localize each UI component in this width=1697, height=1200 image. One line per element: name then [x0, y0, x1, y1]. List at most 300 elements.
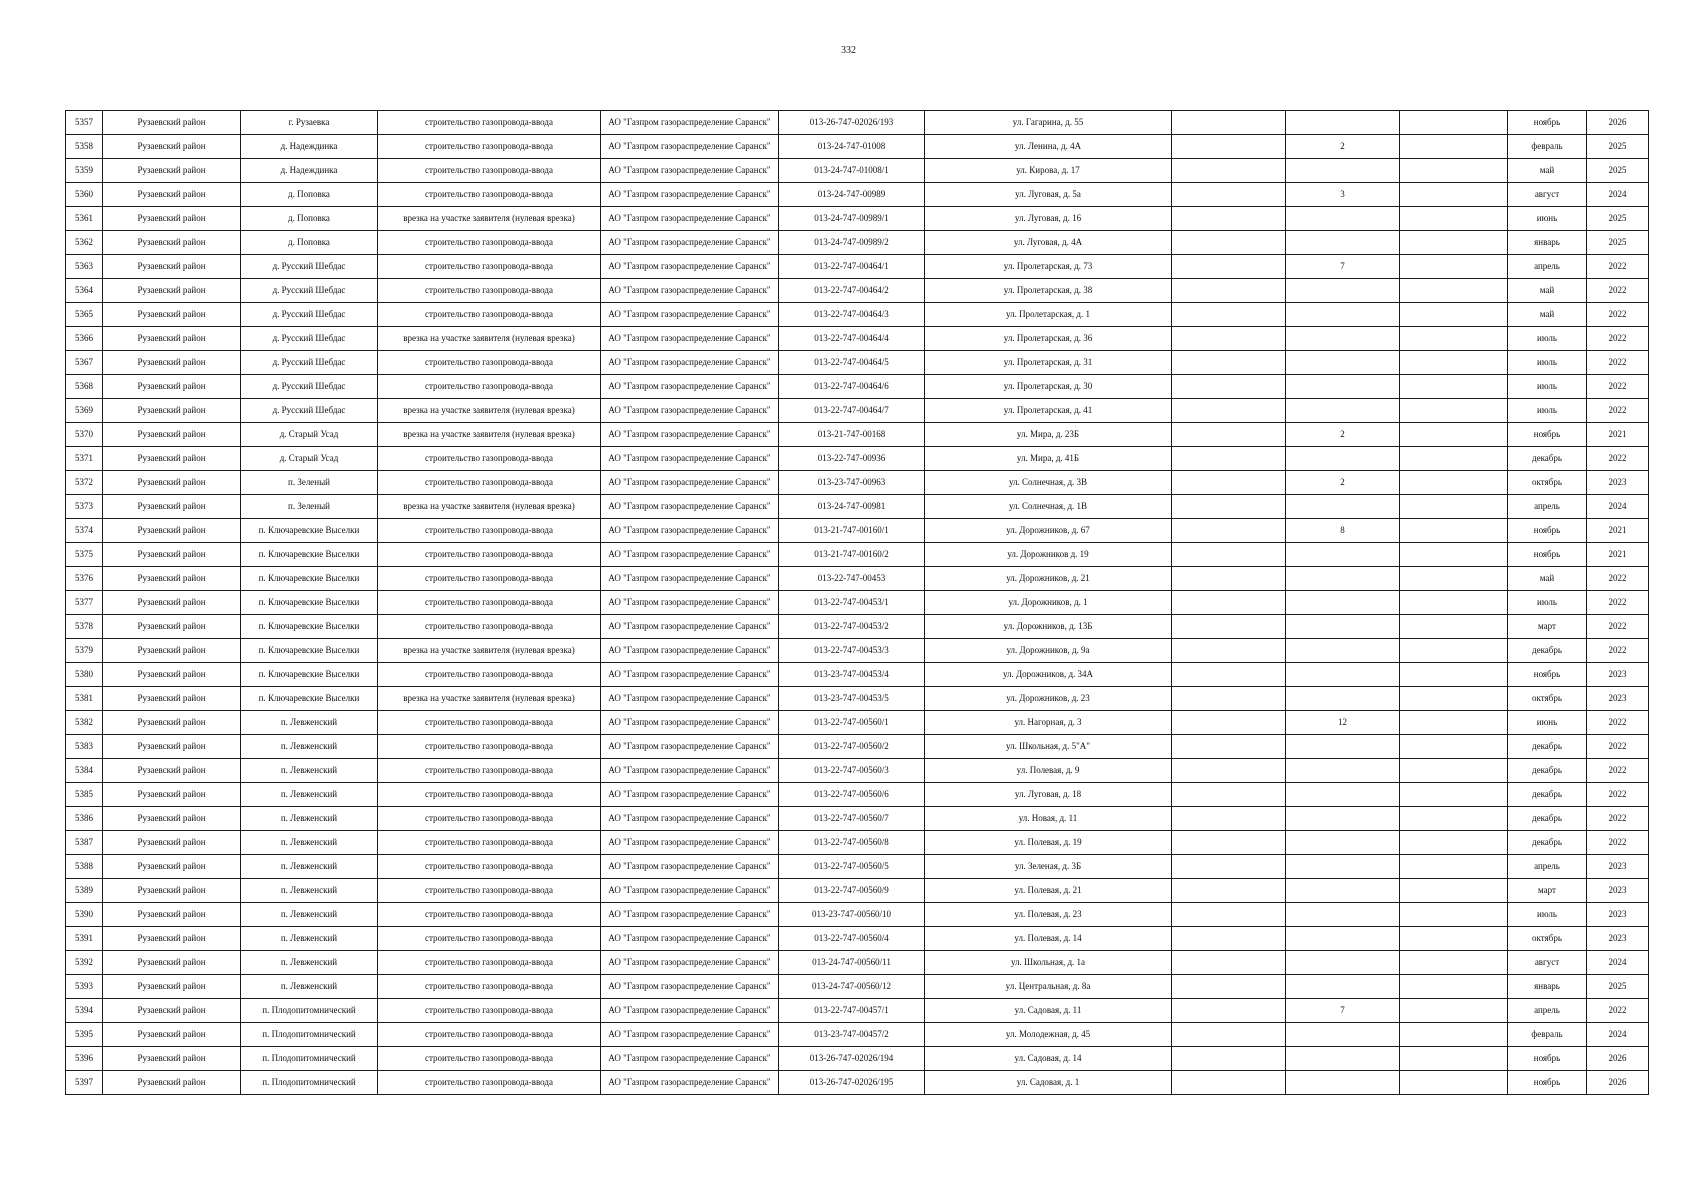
address-cell: ул. Зеленая, д. 3Б [925, 855, 1172, 879]
work-type-cell: строительство газопровода-ввода [378, 351, 601, 375]
month-cell: март [1508, 879, 1587, 903]
organization-cell: АО "Газпром газораспределение Саранск" [601, 807, 779, 831]
count-cell [1286, 399, 1400, 423]
empty-cell [1172, 375, 1286, 399]
work-type-cell: строительство газопровода-ввода [378, 999, 601, 1023]
address-cell: ул. Полевая, д. 23 [925, 903, 1172, 927]
table-row [66, 855, 1649, 879]
month-cell: июнь [1508, 207, 1587, 231]
settlement-cell: п. Левженский [241, 735, 378, 759]
address-cell: ул. Пролетарская, д. 31 [925, 351, 1172, 375]
empty-cell [1400, 471, 1508, 495]
count-cell [1286, 447, 1400, 471]
year-cell: 2022 [1587, 327, 1649, 351]
month-cell: декабрь [1508, 759, 1587, 783]
organization-cell: АО "Газпром газораспределение Саранск" [601, 207, 779, 231]
district-cell: Рузаевский район [103, 615, 241, 639]
year-cell: 2022 [1587, 711, 1649, 735]
organization-cell: АО "Газпром газораспределение Саранск" [601, 1023, 779, 1047]
table-row [66, 927, 1649, 951]
year-cell: 2021 [1587, 423, 1649, 447]
organization-cell: АО "Газпром газораспределение Саранск" [601, 759, 779, 783]
month-cell: октябрь [1508, 927, 1587, 951]
address-cell: ул. Пролетарская, д. 38 [925, 279, 1172, 303]
district-cell: Рузаевский район [103, 639, 241, 663]
settlement-cell: п. Плодопитомнический [241, 1023, 378, 1047]
work-type-cell: строительство газопровода-ввода [378, 471, 601, 495]
table-row [66, 783, 1649, 807]
month-cell: декабрь [1508, 831, 1587, 855]
district-cell: Рузаевский район [103, 231, 241, 255]
empty-cell [1400, 903, 1508, 927]
year-cell: 2022 [1587, 591, 1649, 615]
empty-cell [1400, 447, 1508, 471]
work-type-cell: строительство газопровода-ввода [378, 951, 601, 975]
table-row [66, 399, 1649, 423]
year-cell: 2026 [1587, 1047, 1649, 1071]
address-cell: ул. Пролетарская, д. 41 [925, 399, 1172, 423]
empty-cell [1400, 591, 1508, 615]
work-type-cell: врезка на участке заявителя (нулевая врезка) [378, 399, 601, 423]
organization-cell: АО "Газпром газораспределение Саранск" [601, 255, 779, 279]
settlement-cell: г. Рузаевка [241, 111, 378, 135]
organization-cell: АО "Газпром газораспределение Саранск" [601, 855, 779, 879]
work-type-cell: врезка на участке заявителя (нулевая врезка) [378, 327, 601, 351]
empty-cell [1400, 759, 1508, 783]
organization-cell: АО "Газпром газораспределение Саранск" [601, 183, 779, 207]
row-number-cell: 5364 [66, 279, 103, 303]
month-cell: май [1508, 279, 1587, 303]
count-cell: 3 [1286, 183, 1400, 207]
organization-cell: АО "Газпром газораспределение Саранск" [601, 471, 779, 495]
settlement-cell: п. Зеленый [241, 471, 378, 495]
settlement-cell: д. Русский Шебдас [241, 399, 378, 423]
count-cell [1286, 663, 1400, 687]
application-number-cell: 013-24-747-00981 [779, 495, 925, 519]
district-cell: Рузаевский район [103, 1071, 241, 1095]
empty-cell [1172, 591, 1286, 615]
count-cell [1286, 615, 1400, 639]
year-cell: 2024 [1587, 495, 1649, 519]
organization-cell: АО "Газпром газораспределение Саранск" [601, 111, 779, 135]
empty-cell [1172, 711, 1286, 735]
month-cell: ноябрь [1508, 423, 1587, 447]
table-row [66, 447, 1649, 471]
year-cell: 2023 [1587, 855, 1649, 879]
year-cell: 2022 [1587, 279, 1649, 303]
year-cell: 2024 [1587, 1023, 1649, 1047]
address-cell: ул. Ленина, д. 4А [925, 135, 1172, 159]
address-cell: ул. Полевая, д. 14 [925, 927, 1172, 951]
empty-cell [1400, 999, 1508, 1023]
settlement-cell: д. Русский Шебдас [241, 303, 378, 327]
row-number-cell: 5357 [66, 111, 103, 135]
row-number-cell: 5373 [66, 495, 103, 519]
month-cell: ноябрь [1508, 663, 1587, 687]
row-number-cell: 5365 [66, 303, 103, 327]
application-number-cell: 013-22-747-00453/2 [779, 615, 925, 639]
row-number-cell: 5384 [66, 759, 103, 783]
organization-cell: АО "Газпром газораспределение Саранск" [601, 639, 779, 663]
empty-cell [1172, 495, 1286, 519]
organization-cell: АО "Газпром газораспределение Саранск" [601, 447, 779, 471]
count-cell: 7 [1286, 255, 1400, 279]
application-number-cell: 013-22-747-00560/8 [779, 831, 925, 855]
district-cell: Рузаевский район [103, 687, 241, 711]
count-cell [1286, 687, 1400, 711]
empty-cell [1400, 879, 1508, 903]
work-type-cell: строительство газопровода-ввода [378, 1047, 601, 1071]
table-row [66, 1071, 1649, 1095]
table-row [66, 615, 1649, 639]
month-cell: декабрь [1508, 783, 1587, 807]
row-number-cell: 5370 [66, 423, 103, 447]
empty-cell [1400, 831, 1508, 855]
month-cell: август [1508, 951, 1587, 975]
year-cell: 2021 [1587, 543, 1649, 567]
district-cell: Рузаевский район [103, 1047, 241, 1071]
application-number-cell: 013-23-747-00453/4 [779, 663, 925, 687]
empty-cell [1172, 831, 1286, 855]
empty-cell [1172, 567, 1286, 591]
row-number-cell: 5361 [66, 207, 103, 231]
application-number-cell: 013-22-747-00560/4 [779, 927, 925, 951]
row-number-cell: 5378 [66, 615, 103, 639]
count-cell [1286, 855, 1400, 879]
organization-cell: АО "Газпром газораспределение Саранск" [601, 711, 779, 735]
year-cell: 2025 [1587, 159, 1649, 183]
address-cell: ул. Дорожников, д. 13Б [925, 615, 1172, 639]
district-cell: Рузаевский район [103, 1023, 241, 1047]
table-row [66, 279, 1649, 303]
work-type-cell: строительство газопровода-ввода [378, 975, 601, 999]
empty-cell [1172, 999, 1286, 1023]
table-row [66, 375, 1649, 399]
empty-cell [1400, 951, 1508, 975]
empty-cell [1172, 687, 1286, 711]
count-cell [1286, 951, 1400, 975]
district-cell: Рузаевский район [103, 711, 241, 735]
month-cell: июль [1508, 903, 1587, 927]
count-cell: 2 [1286, 423, 1400, 447]
settlement-cell: д. Поповка [241, 231, 378, 255]
work-type-cell: врезка на участке заявителя (нулевая врезка) [378, 207, 601, 231]
empty-cell [1172, 855, 1286, 879]
row-number-cell: 5381 [66, 687, 103, 711]
empty-cell [1172, 663, 1286, 687]
count-cell [1286, 303, 1400, 327]
year-cell: 2022 [1587, 807, 1649, 831]
month-cell: июль [1508, 591, 1587, 615]
empty-cell [1400, 327, 1508, 351]
month-cell: ноябрь [1508, 111, 1587, 135]
empty-cell [1400, 639, 1508, 663]
work-type-cell: строительство газопровода-ввода [378, 567, 601, 591]
address-cell: ул. Полевая, д. 9 [925, 759, 1172, 783]
application-number-cell: 013-24-747-01008/1 [779, 159, 925, 183]
count-cell [1286, 879, 1400, 903]
application-number-cell: 013-22-747-00560/3 [779, 759, 925, 783]
table-row [66, 759, 1649, 783]
empty-cell [1172, 1071, 1286, 1095]
application-number-cell: 013-24-747-00989 [779, 183, 925, 207]
work-type-cell: строительство газопровода-ввода [378, 663, 601, 687]
settlement-cell: п. Ключаревские Выселки [241, 615, 378, 639]
empty-cell [1400, 663, 1508, 687]
settlement-cell: п. Ключаревские Выселки [241, 519, 378, 543]
empty-cell [1172, 447, 1286, 471]
district-cell: Рузаевский район [103, 111, 241, 135]
address-cell: ул. Дорожников, д. 1 [925, 591, 1172, 615]
application-number-cell: 013-22-747-00464/6 [779, 375, 925, 399]
count-cell [1286, 759, 1400, 783]
month-cell: ноябрь [1508, 1047, 1587, 1071]
count-cell [1286, 207, 1400, 231]
empty-cell [1400, 687, 1508, 711]
application-number-cell: 013-22-747-00464/4 [779, 327, 925, 351]
address-cell: ул. Луговая, д. 16 [925, 207, 1172, 231]
organization-cell: АО "Газпром газораспределение Саранск" [601, 135, 779, 159]
row-number-cell: 5375 [66, 543, 103, 567]
row-number-cell: 5368 [66, 375, 103, 399]
year-cell: 2021 [1587, 519, 1649, 543]
row-number-cell: 5360 [66, 183, 103, 207]
settlement-cell: п. Левженский [241, 807, 378, 831]
address-cell: ул. Солнечная, д. 3В [925, 471, 1172, 495]
empty-cell [1172, 255, 1286, 279]
organization-cell: АО "Газпром газораспределение Саранск" [601, 495, 779, 519]
year-cell: 2025 [1587, 231, 1649, 255]
district-cell: Рузаевский район [103, 783, 241, 807]
month-cell: август [1508, 183, 1587, 207]
year-cell: 2022 [1587, 783, 1649, 807]
address-cell: ул. Дорожников д. 19 [925, 543, 1172, 567]
table-row [66, 327, 1649, 351]
row-number-cell: 5390 [66, 903, 103, 927]
year-cell: 2022 [1587, 759, 1649, 783]
row-number-cell: 5359 [66, 159, 103, 183]
empty-cell [1172, 183, 1286, 207]
organization-cell: АО "Газпром газораспределение Саранск" [601, 975, 779, 999]
row-number-cell: 5358 [66, 135, 103, 159]
count-cell [1286, 159, 1400, 183]
organization-cell: АО "Газпром газораспределение Саранск" [601, 519, 779, 543]
settlement-cell: п. Зеленый [241, 495, 378, 519]
district-cell: Рузаевский район [103, 807, 241, 831]
count-cell: 7 [1286, 999, 1400, 1023]
address-cell: ул. Садовая, д. 11 [925, 999, 1172, 1023]
empty-cell [1400, 855, 1508, 879]
work-type-cell: строительство газопровода-ввода [378, 135, 601, 159]
table-row [66, 639, 1649, 663]
address-cell: ул. Дорожников, д. 21 [925, 567, 1172, 591]
month-cell: ноябрь [1508, 1071, 1587, 1095]
empty-cell [1400, 495, 1508, 519]
organization-cell: АО "Газпром газораспределение Саранск" [601, 999, 779, 1023]
district-cell: Рузаевский район [103, 447, 241, 471]
organization-cell: АО "Газпром газораспределение Саранск" [601, 591, 779, 615]
table-row [66, 255, 1649, 279]
organization-cell: АО "Газпром газораспределение Саранск" [601, 615, 779, 639]
year-cell: 2022 [1587, 567, 1649, 591]
table-row [66, 111, 1649, 135]
district-cell: Рузаевский район [103, 471, 241, 495]
month-cell: март [1508, 615, 1587, 639]
empty-cell [1172, 615, 1286, 639]
address-cell: ул. Пролетарская, д. 73 [925, 255, 1172, 279]
district-cell: Рузаевский район [103, 159, 241, 183]
row-number-cell: 5392 [66, 951, 103, 975]
row-number-cell: 5385 [66, 783, 103, 807]
empty-cell [1172, 423, 1286, 447]
address-cell: ул. Нагорная, д. 3 [925, 711, 1172, 735]
row-number-cell: 5389 [66, 879, 103, 903]
table-row [66, 975, 1649, 999]
table-row [66, 423, 1649, 447]
settlement-cell: п. Левженский [241, 831, 378, 855]
empty-cell [1400, 543, 1508, 567]
empty-cell [1172, 351, 1286, 375]
district-cell: Рузаевский район [103, 183, 241, 207]
month-cell: апрель [1508, 495, 1587, 519]
month-cell: январь [1508, 231, 1587, 255]
year-cell: 2026 [1587, 111, 1649, 135]
address-cell: ул. Школьная, д. 1а [925, 951, 1172, 975]
address-cell: ул. Луговая, д. 4А [925, 231, 1172, 255]
district-cell: Рузаевский район [103, 255, 241, 279]
count-cell [1286, 903, 1400, 927]
settlement-cell: п. Ключаревские Выселки [241, 543, 378, 567]
count-cell [1286, 735, 1400, 759]
month-cell: декабрь [1508, 639, 1587, 663]
row-number-cell: 5387 [66, 831, 103, 855]
row-number-cell: 5382 [66, 711, 103, 735]
address-cell: ул. Центральная, д. 8а [925, 975, 1172, 999]
work-type-cell: строительство газопровода-ввода [378, 183, 601, 207]
empty-cell [1172, 1047, 1286, 1071]
row-number-cell: 5383 [66, 735, 103, 759]
organization-cell: АО "Газпром газораспределение Саранск" [601, 831, 779, 855]
settlement-cell: п. Левженский [241, 711, 378, 735]
empty-cell [1400, 255, 1508, 279]
settlement-cell: п. Левженский [241, 951, 378, 975]
settlement-cell: д. Поповка [241, 207, 378, 231]
organization-cell: АО "Газпром газораспределение Саранск" [601, 663, 779, 687]
year-cell: 2023 [1587, 663, 1649, 687]
work-type-cell: строительство газопровода-ввода [378, 855, 601, 879]
gas-connection-table [65, 110, 1649, 1095]
row-number-cell: 5369 [66, 399, 103, 423]
empty-cell [1172, 783, 1286, 807]
count-cell [1286, 927, 1400, 951]
count-cell: 8 [1286, 519, 1400, 543]
table-row [66, 567, 1649, 591]
month-cell: май [1508, 159, 1587, 183]
organization-cell: АО "Газпром газораспределение Саранск" [601, 327, 779, 351]
year-cell: 2022 [1587, 999, 1649, 1023]
settlement-cell: д. Надеждинка [241, 159, 378, 183]
district-cell: Рузаевский район [103, 663, 241, 687]
empty-cell [1172, 135, 1286, 159]
application-number-cell: 013-24-747-00560/11 [779, 951, 925, 975]
table-row [66, 687, 1649, 711]
work-type-cell: строительство газопровода-ввода [378, 159, 601, 183]
empty-cell [1172, 975, 1286, 999]
month-cell: декабрь [1508, 807, 1587, 831]
table-row [66, 1023, 1649, 1047]
page-number: 332 [841, 45, 856, 56]
table-body [66, 111, 1649, 1095]
empty-cell [1400, 111, 1508, 135]
work-type-cell: строительство газопровода-ввода [378, 879, 601, 903]
district-cell: Рузаевский район [103, 591, 241, 615]
empty-cell [1172, 327, 1286, 351]
month-cell: октябрь [1508, 687, 1587, 711]
count-cell [1286, 975, 1400, 999]
empty-cell [1172, 471, 1286, 495]
settlement-cell: д. Русский Шебдас [241, 351, 378, 375]
address-cell: ул. Дорожников, д. 23 [925, 687, 1172, 711]
year-cell: 2022 [1587, 639, 1649, 663]
district-cell: Рузаевский район [103, 927, 241, 951]
application-number-cell: 013-24-747-00989/1 [779, 207, 925, 231]
district-cell: Рузаевский район [103, 975, 241, 999]
work-type-cell: строительство газопровода-ввода [378, 519, 601, 543]
settlement-cell: п. Левженский [241, 879, 378, 903]
district-cell: Рузаевский район [103, 759, 241, 783]
empty-cell [1400, 519, 1508, 543]
month-cell: ноябрь [1508, 519, 1587, 543]
organization-cell: АО "Газпром газораспределение Саранск" [601, 159, 779, 183]
count-cell [1286, 783, 1400, 807]
work-type-cell: врезка на участке заявителя (нулевая врезка) [378, 423, 601, 447]
address-cell: ул. Дорожников, д. 9а [925, 639, 1172, 663]
district-cell: Рузаевский район [103, 855, 241, 879]
organization-cell: АО "Газпром газораспределение Саранск" [601, 567, 779, 591]
count-cell [1286, 279, 1400, 303]
application-number-cell: 013-21-747-00160/1 [779, 519, 925, 543]
application-number-cell: 013-22-747-00464/1 [779, 255, 925, 279]
address-cell: ул. Полевая, д. 21 [925, 879, 1172, 903]
address-cell: ул. Садовая, д. 14 [925, 1047, 1172, 1071]
row-number-cell: 5380 [66, 663, 103, 687]
work-type-cell: строительство газопровода-ввода [378, 927, 601, 951]
organization-cell: АО "Газпром газораспределение Саранск" [601, 303, 779, 327]
count-cell [1286, 1047, 1400, 1071]
work-type-cell: строительство газопровода-ввода [378, 303, 601, 327]
year-cell: 2022 [1587, 615, 1649, 639]
application-number-cell: 013-22-747-00560/1 [779, 711, 925, 735]
empty-cell [1400, 159, 1508, 183]
address-cell: ул. Мира, д. 41Б [925, 447, 1172, 471]
empty-cell [1400, 711, 1508, 735]
district-cell: Рузаевский район [103, 327, 241, 351]
empty-cell [1400, 207, 1508, 231]
district-cell: Рузаевский район [103, 207, 241, 231]
row-number-cell: 5394 [66, 999, 103, 1023]
table-row [66, 135, 1649, 159]
year-cell: 2022 [1587, 375, 1649, 399]
empty-cell [1400, 927, 1508, 951]
district-cell: Рузаевский район [103, 831, 241, 855]
empty-cell [1400, 375, 1508, 399]
month-cell: февраль [1508, 1023, 1587, 1047]
application-number-cell: 013-24-747-00560/12 [779, 975, 925, 999]
empty-cell [1400, 135, 1508, 159]
address-cell: ул. Молодежная, д. 45 [925, 1023, 1172, 1047]
table-row [66, 159, 1649, 183]
empty-cell [1172, 543, 1286, 567]
